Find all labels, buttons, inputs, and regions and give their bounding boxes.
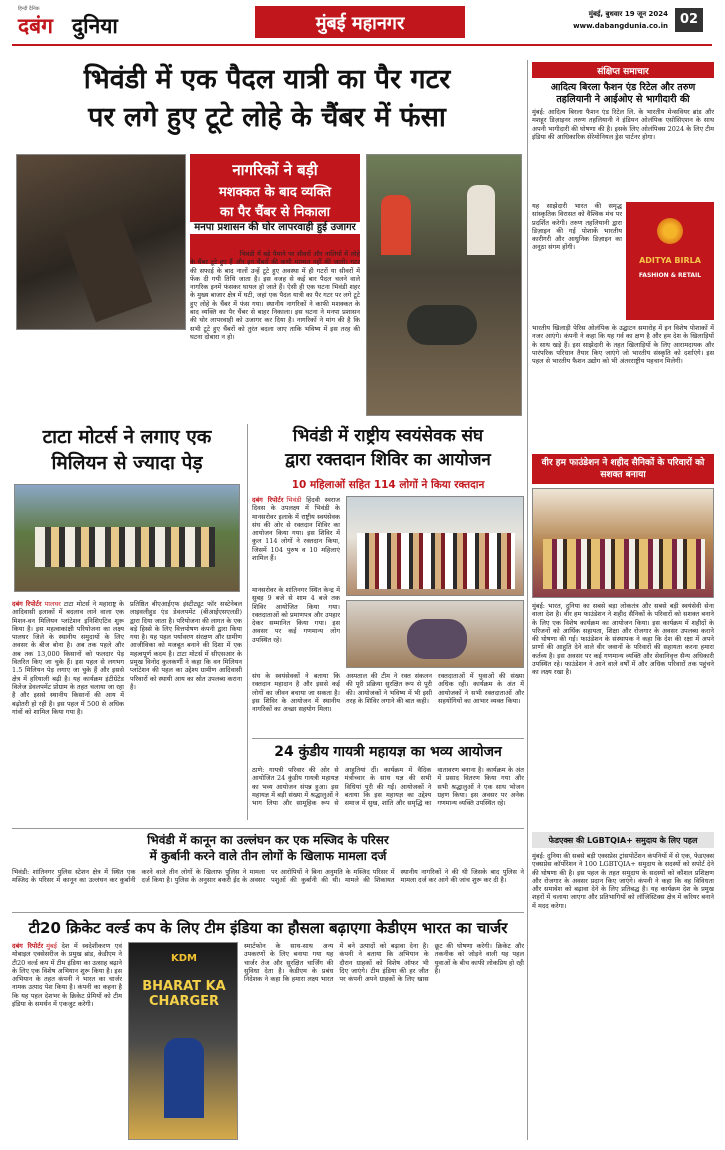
photo-person-3 — [407, 305, 477, 345]
tata-story — [12, 424, 242, 824]
lead-dateline: भिवंडी — [222, 250, 238, 258]
sidebar-story3-body: मुंबई: दुनिया की सबसे बड़ी एक्सप्रेस ट्रांसपोर्टेशन कंपनियों में से एक, फेडएक्स एक्सप्रेस कॉर्पोरेशन ने 100 LGBTQIA+ समुदाय के सदस्यों को सपोर्ट देने की घोषणा की है। इस पहल के तहत समुदाय के सदस्यों को कौशल प्रशिक्षण और रोजगार के अवसर प्रदान किए जाएंगे। कंपनी ने कहा कि वह विविधता और समावेश को बढ़ावा देने के लिए प्रतिबद्ध है। यह कार्यक्रम देश के प्रमुख शहरों में चलाया जाएगा और प्रतिभागियों को लॉजिस्टिक्स क्षेत्र में करियर बनाने में मदद करेगा। — [532, 852, 714, 910]
sidebar-header-title: संक्षिप्त समाचार — [597, 67, 649, 77]
rss-body-mid: मानसरोवर के शांतिनगर स्थित केन्द्र में सुबह 9 बजे से शाम 4 बजे तक शिविर आयोजित किया गया। रक्तदाताओं को प्रमाणपत्र और उपहार देकर सम्मानित किया गया। इस अवसर पर कई गणमान्य लोग उपस्थित रहे। — [252, 586, 340, 644]
gayatri-story — [252, 740, 524, 824]
rss-headline-line2: द्वारा रक्तदान शिविर का आयोजन — [285, 450, 491, 470]
section-title: मुंबई महानगर — [315, 13, 405, 34]
rss-body-col3: रक्तदाताओं में युवाओं की संख्या अधिक रही। कार्यक्रम के अंत में आयोजकों ने सभी रक्तदाताओं और सहयोगियों का आभार व्यक्त किया। — [438, 672, 524, 705]
lead-story — [12, 62, 522, 417]
photo-donor — [407, 619, 467, 659]
logo — [18, 6, 188, 40]
court-headline-line2: में कुर्बानी करने वाले तीन लोगों के खिलाफ मामला दर्ज — [149, 849, 387, 863]
rss-body-col2: अस्पताल की टीम ने रक्त संकलन की पूरी प्रक्रिया सुरक्षित रूप से पूरी की। आयोजकों ने भविष्य में भी इसी तरह के शिविर लगाने की बात कही। — [346, 672, 432, 705]
issue-date: मुंबई, बुधवार 19 जून 2024 — [588, 10, 668, 18]
photo-crowd — [357, 533, 515, 589]
website-link[interactable]: www.dabangdunia.co.in — [573, 22, 668, 30]
lead-kicker-line2: मशक्कत के बाद व्यक्ति — [218, 185, 332, 200]
sidebar-story2-headline-box — [532, 454, 714, 484]
cricket-body-left — [12, 942, 122, 1142]
tata-body-left-text: टाटा मोटर्स ने महाराष्ट्र के आदिवासी इलाकों में बदलाव लाने वाला एक मिशन-वन मिलियन प्लांटेशन इनिशिएटिव शुरू किया है। इस महत्वाकांक्षी परियोजना का लक्ष्य पालघर जिले के स्थानीय समुदायों के लिए अवसर के बीज बोना है। अब तक पहले और अब तक 13,000 किसानों को फलदार पेड़ वितरित किए जा चुके हैं। इस पहल से लगभग 1.5 मिलियन पेड़ लगाए जा चुके हैं और इससे क्षेत्र में हरियाली बढ़ी है। यह कार्यक्रम इंटीग्रेटेड विलेज डेवलपमेंट प्रोग्राम के तहत चलाया जा रहा है और इससे स्थानीय किसानों की आय में बढ़ोतरी हो रही है। इस पहल में 500 से अधिक गांवों को शामिल किया गया है। — [12, 600, 124, 716]
gayatri-headline: 24 कुंडीय गायत्री महायज्ञ का भव्य आयोजन — [274, 744, 502, 760]
lead-kicker-box — [190, 154, 360, 264]
photo-person-1 — [381, 195, 411, 255]
column-divider — [527, 60, 528, 1140]
photo-ceremony-group — [543, 539, 705, 589]
sidebar-story2-headline: वीर हम फाउंडेशन ने शहीद सैनिकों के परिवारों को सशक्त बनाया — [541, 458, 705, 480]
court-top-rule — [12, 828, 524, 829]
ad-charger-text: BHARAT KA CHARGER — [142, 979, 226, 1009]
lead-subhead: मनपा प्रशासन की घोर लापरवाही हुई उजागर — [190, 222, 360, 234]
aditya-birla-ad — [626, 202, 714, 320]
tata-body-left — [12, 600, 124, 822]
photo-person-2 — [467, 185, 495, 255]
cricket-dateline: मुंबई — [46, 942, 57, 950]
ad-brand-sub: FASHION & RETAIL — [638, 272, 702, 279]
photo-leg — [62, 208, 153, 322]
tata-byline: दबंग रिपोर्टर — [12, 600, 42, 608]
lead-headline-line1: भिवंडी में एक पैदल यात्री का पैर गटर — [83, 64, 451, 95]
tata-headline-line2: मिलियन से ज्यादा पेड़ — [51, 452, 203, 474]
tata-headline-line1: टाटा मोटर्स ने लगाए एक — [42, 426, 212, 448]
masthead — [0, 0, 725, 52]
cricket-top-rule — [12, 912, 524, 913]
rss-byline: दबंग रिपोर्टर — [252, 496, 284, 504]
cricket-story — [12, 912, 524, 1142]
section-banner — [255, 6, 465, 38]
cricket-body-left-text: देश में स्वदेशीकरण एवं मोबाइल एक्सेसरीज के प्रमुख ब्रांड, केडीएम ने टी20 वर्ल्ड कप में टीम इंडिया का उत्साह बढ़ाने के लिए एक विशेष अभियान शुरू किया है। इस अभियान के तहत कंपनी ने भारत का चार्जर नामक उत्पाद पेश किया है। कंपनी का कहना है कि यह पहल देशभर के क्रिकेट प्रेमियों को टीम इंडिया के समर्थन में एकजुट करेगी। — [12, 942, 122, 1009]
ad-brand-name: ADITYA BIRLA — [639, 256, 701, 265]
lead-kicker-line1: नागरिकों ने बड़ी — [232, 161, 318, 179]
sidebar-story3-headline-box — [532, 832, 714, 848]
tata-photo — [14, 484, 240, 592]
photo-group — [35, 527, 215, 567]
rss-subhead: 10 महिलाओं सहित 114 लोगों ने किया रक्तदान — [291, 479, 485, 491]
cricket-headline: टी20 क्रिकेट वर्ल्ड कप के लिए टीम इंडिया का हौसला बढ़ाएगा केडीएम भारत का चार्जर — [28, 919, 508, 937]
cricket-body-right: स्मार्टफोन के साथ-साथ अन्य उपकरणों के लिए बनाया गया यह चार्जर तेज और सुरक्षित चार्जिंग की सुविधा देता है। केडीएम के प्रबंध निदेशक ने कहा कि हमारा लक्ष्य भारत में बने उत्पादों को बढ़ावा देना है। कंपनी ने बताया कि अभियान के दौरान ग्राहकों को विशेष ऑफर भी दिए जाएंगे। टीम इंडिया की हर जीत पर कंपनी अपने ग्राहकों के लिए खास छूट की घोषणा करेगी। क्रिकेट और तकनीक को जोड़ने वाली यह पहल युवाओं के बीच काफी लोकप्रिय हो रही है। — [244, 942, 524, 984]
rss-dateline: भिवंडी — [286, 496, 302, 504]
rss-story — [252, 424, 524, 736]
lead-photo-left — [16, 154, 186, 330]
sidebar-story3-headline: फेडएक्स की LGBTQIA+ समुदाय के लिए पहल — [548, 836, 698, 845]
sidebar — [532, 62, 714, 1140]
rss-body-top — [252, 496, 340, 582]
tata-body-right: प्रतिष्ठित बीएआईएफ इंस्टीट्यूट फॉर सस्टेनेबल लाइवलीहुड एंड डेवलपमेंट (बीआईएसएलडी) द्वारा दिया जाता है। परियोजना की लागत के एक बड़े हिस्से के लिए वित्तपोषण कंपनी द्वारा किया गया है। यह पहल पर्यावरण संरक्षण और ग्रामीण आजीविका को मजबूत बनाने की दिशा में एक महत्वपूर्ण कदम है। टाटा मोटर्स में सीएसआर के प्रमुख विनोद कुलकर्णी ने कहा कि वन मिलियन प्लांटेशन की पहल का उद्देश्य ग्रामीण आदिवासी परिवारों को स्थायी आय का स्रोत उपलब्ध कराना है। — [130, 600, 242, 691]
lead-headline-line2: पर लगे हुए टूटे लोहे के चैंबर में फंसा — [88, 102, 446, 133]
rss-photo-top — [346, 496, 524, 596]
sidebar-header — [532, 62, 714, 78]
rss-headline-line1: भिवंडी में राष्ट्रीय स्वयंसेवक संघ — [292, 426, 484, 446]
gayatri-top-rule — [252, 738, 524, 739]
lead-body — [190, 250, 360, 416]
tata-divider — [247, 424, 248, 820]
lead-photo-right — [366, 154, 522, 416]
court-story — [12, 828, 524, 908]
sidebar-story2-photo — [532, 488, 714, 598]
court-body: भिवंडी: शांतिनगर पुलिस स्टेशन क्षेत्र में स्थित एक मस्जिद के परिसर में कानून का उल्लंघन कर कुर्बानी करने वाले तीन लोगों के खिलाफ पुलिस ने मामला दर्ज किया है। पुलिस के अनुसार बकरी ईद के अवसर पर आरोपियों ने बिना अनुमति के मस्जिद परिसर में पशुओं की कुर्बानी की थी। मामले की शिकायत स्थानीय नागरिकों ने की थी जिसके बाद पुलिस ने मामला दर्ज कर आगे की जांच शुरू कर दी है। — [12, 868, 524, 885]
gayatri-body: ठाणे: गायत्री परिवार की ओर से आयोजित 24 कुंडीय गायत्री महायज्ञ का भव्य आयोजन संपन्न हुआ। इस महायज्ञ में बड़ी संख्या में श्रद्धालुओं ने भाग लिया और सामूहिक रूप से आहुतियां दीं। कार्यक्रम में वैदिक मंत्रोच्चार के साथ यज्ञ की सभी विधियां पूरी की गईं। आयोजकों ने बताया कि इस महायज्ञ का उद्देश्य समाज में सुख, शांति और समृद्धि का वातावरण बनाना है। कार्यक्रम के अंत में प्रसाद वितरण किया गया और सभी श्रद्धालुओं ने एक साथ भोजन ग्रहण किया। इस अवसर पर अनेक गणमान्य व्यक्ति उपस्थित रहे। — [252, 766, 524, 808]
aditya-birla-logo-icon — [655, 216, 685, 246]
masthead-rule — [12, 44, 712, 46]
logo-prefix: दबंग — [18, 14, 53, 38]
page-number: 02 — [675, 8, 703, 32]
sidebar-story2-body: मुंबई: भारत, दुनिया का सबसे बड़ा लोकतंत्र और सबसे बड़ी स्वयंसेवी सेना वाला देश है। वीर हम फाउंडेशन ने शहीद सैनिकों के परिवारों को सशक्त बनाने के लिए एक विशेष कार्यक्रम का आयोजन किया। इस कार्यक्रम में शहीदों के परिजनों को आर्थिक सहायता, शिक्षा और रोजगार के अवसर उपलब्ध कराने की घोषणा की गई। फाउंडेशन के संस्थापक ने कहा कि देश की रक्षा में अपने प्राणों की आहुति देने वाले वीर जवानों के परिवारों की सहायता करना हमारा कर्तव्य है। इस अवसर पर कई गणमान्य व्यक्ति और सेवानिवृत्त सैन्य अधिकारी उपस्थित रहे। फाउंडेशन ने आने वाले वर्षों में और अधिक परिवारों तक पहुंचने का लक्ष्य रखा है। — [532, 602, 714, 677]
rss-body-col1: संघ के स्वयंसेवकों ने बताया कि रक्तदान महादान है और इससे कई लोगों का जीवन बचाया जा सकता है। इस शिविर के आयोजन में स्थानीय नागरिकों का अच्छा सहयोग मिला। — [252, 672, 340, 714]
lead-body-text: भिवंडी में बड़े पैमाने पर सीवरों और नालियों में लोहे के चैंबर टूटे हुए हैं और इन चैंबरों की कभी मरम्मत नहीं की जाती। गटर की सफाई के बाद नालों उन्हें टूटे हुए अवस्था में ही गटरों या सीवरों में फेंक दी गयी तिथि जाता है। इस वजह से कई बार पैदल चलने वाले नागरिक इनमें फंसकर घायल हो जाते हैं। ऐसी ही एक घटना भिवंडी शहर के मुख्य बाजार क्षेत्र में घटी, जहां एक पैदल यात्री का पैर गटर पर लगे टूटे हुए लोहे के चैंबर में फंस गया। स्थानीय नागरिकों ने काफी मशक्कत के बाद व्यक्ति का पैर चैंबर से बाहर निकाला। इस घटना ने मनपा प्रशासन की घोर लापरवाही को उजागर कर दिया है। नागरिकों ने मांग की है कि सभी टूटे हुए चैंबरों को तुरंत बदला जाए ताकि भविष्य में इस तरह की घटना दोबारा न हो। — [190, 250, 360, 341]
sidebar-story1-body-top: मुंबई: आदित्य बिरला फैशन एंड रिटेल लि. के भारतीय मेन्सवियर ब्रांड और मशहूर डिज़ाइनर तरुण तहलियानी ने इंडियन ओलंपिक एसोसिएशन के साथ अपनी भागीदारी की घोषणा की है। इसके लिए ओलंपिक्स 2024 के लिए टीम इंडिया की आधिकारिक सेरेमोनियल ड्रेस पार्टनर होगा। — [532, 108, 714, 141]
cricket-byline: दबंग रिपोर्टर — [12, 942, 44, 950]
logo-small-text: हिन्दी दैनिक — [18, 6, 40, 12]
cricket-ad-image — [128, 942, 238, 1140]
rss-body-top-text: हिंदवी स्वराज दिवस के उपलक्ष्य में भिवंडी के मानसरोवर इलाके में राष्ट्रीय स्वयंसेवक संघ की ओर से रक्तदान शिविर का आयोजन किया गया। इस शिविर में कुल 114 लोगों ने रक्तदान किया, जिसमें 104 पुरुष व 10 महिलाएं शामिल हैं। — [252, 496, 340, 563]
sidebar-story1-body-bottom: भारतीय खिलाड़ी पेरिस ओलंपिक के उद्घाटन समारोह में इन विशेष पोशाकों में नजर आएंगे। कंपनी ने कहा कि यह गर्व का क्षण है और हम देश के खिलाड़ियों के साथ खड़े हैं। इस साझेदारी के तहत खिलाड़ियों के लिए आरामदायक और पारंपरिक परिधान तैयार किए जाएंगे जो भारतीय संस्कृति को दर्शाएंगे। इस पहल से भारतीय फैशन उद्योग को भी अंतरराष्ट्रीय पहचान मिलेगी। — [532, 324, 714, 366]
ad-player-figure — [164, 1038, 204, 1118]
logo-main: दुनिया — [72, 14, 118, 38]
tata-dateline: पालघर — [44, 600, 61, 608]
ad-kdm-logo: KDM — [170, 953, 197, 964]
sidebar-story1-body-left: यह साझेदारी भारत की समृद्ध सांस्कृतिक विरासत को वैश्विक मंच पर प्रदर्शित करेगी। तरुण तहलियानी द्वारा डिज़ाइन की गई पोशाकें भारतीय कारीगरी और आधुनिक डिज़ाइन का अनूठा संगम होंगी। — [532, 202, 622, 252]
sidebar-story1-headline: आदित्य बिरला फैशन एंड रिटेल और तरुण तहलियानी ने आईओए से भागीदारी की — [550, 82, 696, 105]
lead-byline: दबंग रिपोर्टर — [190, 250, 220, 258]
rss-photo-bottom — [346, 600, 524, 668]
lead-kicker-line3: का पैर चैंबर से निकाला — [219, 205, 331, 220]
court-headline-line1: भिवंडी में कानून का उल्लंघन कर एक मस्जिद के परिसर — [147, 833, 389, 847]
